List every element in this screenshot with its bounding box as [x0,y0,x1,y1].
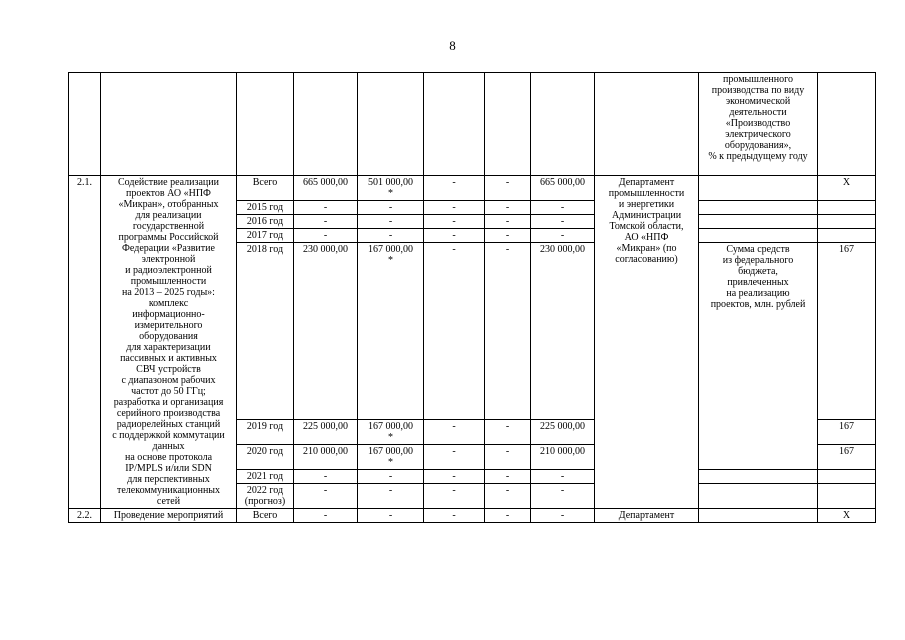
cell-federal: - [358,229,424,243]
year-label: Всего [237,509,294,523]
indicator-name: Сумма средств из федерального бюджета, привлеченных на реализацию проектов, млн. рублей [699,243,818,470]
cell-local: - [485,215,531,229]
year-label: 2022 год (прогноз) [237,484,294,509]
cell-total: - [294,484,358,509]
indicator-value: 167 [818,420,876,445]
table-row [69,176,876,201]
indicator-value: 167 [818,243,876,420]
cell-extrabudget: 230 000,00 [531,243,595,420]
year-label: 2015 год [237,201,294,215]
executor: Департамент промышленности и энергетики Администрации Томской области, АО «НПФ «Микран» (по согласованию) [595,176,699,509]
cell-regional: - [424,229,485,243]
row-description: Проведение мероприятий [101,509,237,523]
cell-local: - [485,243,531,420]
cell-total: - [294,215,358,229]
row-description: Содействие реализации проектов АО «НПФ «Микран», отобранных для реализации государственной программы Российской Федерации «Развитие электронной и радиоэлектронной промышленности на 2013 – 2025 годы»: комплекс информационно- измерительного оборудования для характеризации пассивных и активных СВЧ устройств с диапазоном рабочих частот до 50 ГГц; разработка и организация серийного производства радиорелейных станций с поддержкой коммутации данных на основе протокола IP/MPLS и/или SDN для перспективных телекоммуникационных сетей [101,176,237,509]
year-label: 2017 год [237,229,294,243]
year-label: 2021 год [237,470,294,484]
year-label: Всего [237,176,294,201]
year-label: 2019 год [237,420,294,445]
cell-regional: - [424,201,485,215]
cell-local: - [485,445,531,470]
cell-local: - [485,470,531,484]
executor: Департамент [595,509,699,523]
cell-local: - [485,201,531,215]
cell-total: 225 000,00 [294,420,358,445]
year-label: 2020 год [237,445,294,470]
cell-local: - [485,509,531,523]
cell-extrabudget: - [531,509,595,523]
cell-local: - [485,176,531,201]
cell-total: 210 000,00 [294,445,358,470]
cell-extrabudget: 665 000,00 [531,176,595,201]
indicator-header: промышленного производства по виду экономической деятельности «Производство электрического оборудования», % к предыдущему году [699,73,818,176]
cell-federal: - [358,484,424,509]
cell-local: - [485,229,531,243]
cell-regional: - [424,484,485,509]
cell-extrabudget: - [531,470,595,484]
cell-regional: - [424,215,485,229]
cell-federal: 167 000,00 * [358,445,424,470]
indicator-value: 167 [818,445,876,470]
cell-extrabudget: - [531,215,595,229]
program-table [68,72,876,523]
cell-federal: - [358,201,424,215]
cell-total: - [294,470,358,484]
cell-regional: - [424,243,485,420]
cell-federal: 501 000,00 * [358,176,424,201]
cell-local: - [485,420,531,445]
cell-total: - [294,229,358,243]
row-number: 2.1. [69,176,101,509]
cell-federal: - [358,509,424,523]
cell-regional: - [424,420,485,445]
cell-total: - [294,509,358,523]
cell-extrabudget: - [531,201,595,215]
cell-regional: - [424,445,485,470]
cell-federal: - [358,470,424,484]
row-number: 2.2. [69,509,101,523]
cell-extrabudget: - [531,229,595,243]
cell-extrabudget: 225 000,00 [531,420,595,445]
table-row [69,509,876,523]
cell-extrabudget: - [531,484,595,509]
cell-regional: - [424,509,485,523]
cell-local: - [485,484,531,509]
table-row [69,73,876,176]
cell-federal: - [358,215,424,229]
cell-federal: 167 000,00 * [358,243,424,420]
cell-regional: - [424,470,485,484]
page-number: 8 [449,38,456,53]
cell-regional: - [424,176,485,201]
cell-federal: 167 000,00 * [358,420,424,445]
cell-total: 230 000,00 [294,243,358,420]
year-label: 2016 год [237,215,294,229]
year-label: 2018 год [237,243,294,420]
cell-extrabudget: 210 000,00 [531,445,595,470]
x-mark: Х [818,176,876,201]
cell-total: - [294,201,358,215]
cell-total: 665 000,00 [294,176,358,201]
x-mark: Х [818,509,876,523]
